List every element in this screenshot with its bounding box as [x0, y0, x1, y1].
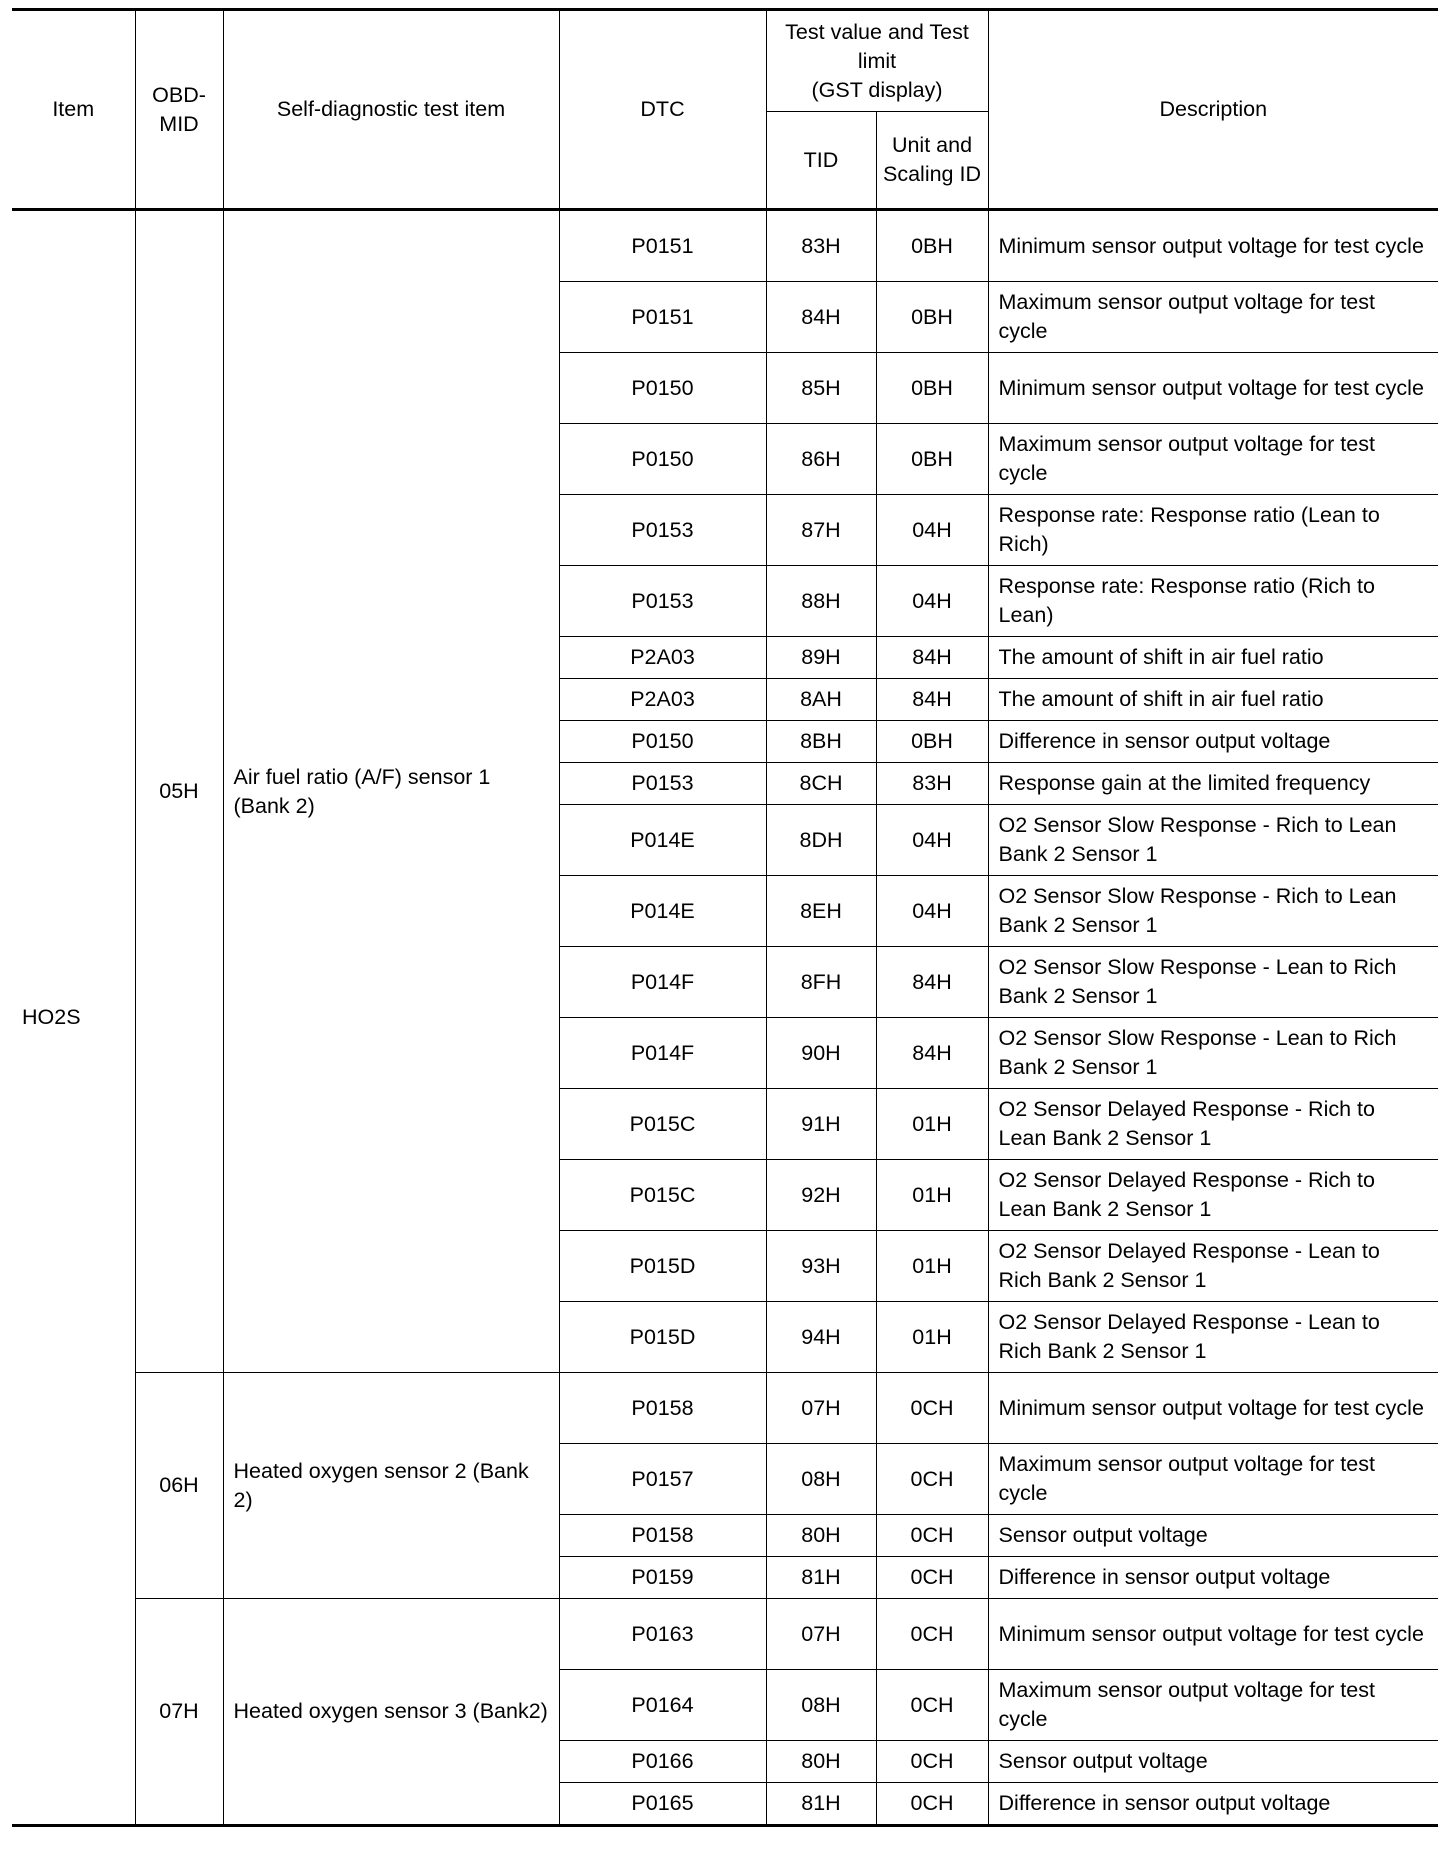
unit-scaling-cell: 0CH [876, 1599, 988, 1670]
unit-scaling-cell: 0BH [876, 721, 988, 763]
dtc-cell: P0158 [559, 1373, 766, 1444]
description-cell: Difference in sensor output voltage [988, 1557, 1438, 1599]
tid-cell: 93H [766, 1231, 876, 1302]
tid-cell: 8EH [766, 876, 876, 947]
unit-scaling-cell: 01H [876, 1089, 988, 1160]
unit-scaling-cell: 0CH [876, 1515, 988, 1557]
unit-scaling-cell: 0BH [876, 353, 988, 424]
tid-cell: 08H [766, 1444, 876, 1515]
tid-cell: 84H [766, 282, 876, 353]
description-cell: O2 Sensor Slow Response - Rich to Lean Bank 2 Sensor 1 [988, 876, 1438, 947]
dtc-cell: P2A03 [559, 679, 766, 721]
dtc-cell: P014F [559, 1018, 766, 1089]
description-cell: Response gain at the limited frequency [988, 763, 1438, 805]
header-unit-scaling: Unit and Scaling ID [876, 112, 988, 210]
dtc-cell: P2A03 [559, 637, 766, 679]
unit-scaling-cell: 0CH [876, 1741, 988, 1783]
description-cell: O2 Sensor Slow Response - Lean to Rich Bank 2 Sensor 1 [988, 1018, 1438, 1089]
unit-scaling-cell: 0CH [876, 1557, 988, 1599]
tid-cell: 8AH [766, 679, 876, 721]
header-obd-mid: OBD- MID [135, 10, 223, 210]
dtc-cell: P0158 [559, 1515, 766, 1557]
unit-scaling-cell: 0BH [876, 282, 988, 353]
tid-cell: 92H [766, 1160, 876, 1231]
tid-cell: 89H [766, 637, 876, 679]
tid-cell: 8FH [766, 947, 876, 1018]
dtc-cell: P0166 [559, 1741, 766, 1783]
dtc-cell: P0159 [559, 1557, 766, 1599]
tid-cell: 07H [766, 1599, 876, 1670]
tid-cell: 85H [766, 353, 876, 424]
description-cell: O2 Sensor Slow Response - Rich to Lean Bank 2 Sensor 1 [988, 805, 1438, 876]
description-cell: Minimum sensor output voltage for test cycle [988, 1599, 1438, 1670]
header-tid: TID [766, 112, 876, 210]
tid-cell: 8BH [766, 721, 876, 763]
description-cell: Minimum sensor output voltage for test cycle [988, 210, 1438, 282]
dtc-cell: P0165 [559, 1783, 766, 1826]
tid-cell: 08H [766, 1670, 876, 1741]
header-description: Description [988, 10, 1438, 210]
dtc-cell: P015D [559, 1302, 766, 1373]
description-cell: Response rate: Response ratio (Rich to Lean) [988, 566, 1438, 637]
dtc-cell: P0151 [559, 282, 766, 353]
tid-cell: 90H [766, 1018, 876, 1089]
unit-scaling-cell: 0CH [876, 1373, 988, 1444]
unit-scaling-cell: 83H [876, 763, 988, 805]
test-item-cell: Air fuel ratio (A/F) sensor 1 (Bank 2) [223, 210, 559, 1373]
unit-scaling-cell: 84H [876, 679, 988, 721]
unit-scaling-cell: 01H [876, 1302, 988, 1373]
dtc-cell: P0150 [559, 424, 766, 495]
dtc-cell: P0153 [559, 495, 766, 566]
tid-cell: 80H [766, 1515, 876, 1557]
dtc-cell: P0153 [559, 763, 766, 805]
unit-scaling-cell: 01H [876, 1231, 988, 1302]
description-cell: O2 Sensor Delayed Response - Rich to Lean Bank 2 Sensor 1 [988, 1160, 1438, 1231]
description-cell: Difference in sensor output voltage [988, 721, 1438, 763]
description-cell: Maximum sensor output voltage for test cycle [988, 1670, 1438, 1741]
unit-scaling-cell: 04H [876, 495, 988, 566]
dtc-cell: P0163 [559, 1599, 766, 1670]
tid-cell: 81H [766, 1557, 876, 1599]
dtc-cell: P0157 [559, 1444, 766, 1515]
table-row [12, 1373, 1438, 1444]
table-header [12, 10, 1438, 210]
tid-cell: 91H [766, 1089, 876, 1160]
dtc-cell: P015D [559, 1231, 766, 1302]
dtc-cell: P015C [559, 1160, 766, 1231]
description-cell: Minimum sensor output voltage for test cycle [988, 1373, 1438, 1444]
test-item-cell: Heated oxygen sensor 3 (Bank2) [223, 1599, 559, 1826]
unit-scaling-cell: 84H [876, 947, 988, 1018]
tid-cell: 8CH [766, 763, 876, 805]
dtc-cell: P0150 [559, 721, 766, 763]
tid-cell: 87H [766, 495, 876, 566]
tid-cell: 88H [766, 566, 876, 637]
tid-cell: 94H [766, 1302, 876, 1373]
unit-scaling-cell: 0BH [876, 424, 988, 495]
header-test-item: Self-diagnostic test item [223, 10, 559, 210]
unit-scaling-cell: 0CH [876, 1783, 988, 1826]
tid-cell: 86H [766, 424, 876, 495]
obd-spec-sheet [12, 8, 1438, 1827]
obd-mid-cell: 06H [135, 1373, 223, 1599]
description-cell: O2 Sensor Slow Response - Lean to Rich Bank 2 Sensor 1 [988, 947, 1438, 1018]
table-row [12, 1599, 1438, 1670]
unit-scaling-cell: 0BH [876, 210, 988, 282]
description-cell: O2 Sensor Delayed Response - Rich to Lean Bank 2 Sensor 1 [988, 1089, 1438, 1160]
unit-scaling-cell: 84H [876, 637, 988, 679]
tid-cell: 80H [766, 1741, 876, 1783]
description-cell: Sensor output voltage [988, 1741, 1438, 1783]
description-cell: Maximum sensor output voltage for test cycle [988, 282, 1438, 353]
description-cell: The amount of shift in air fuel ratio [988, 679, 1438, 721]
dtc-cell: P014E [559, 876, 766, 947]
description-cell: Minimum sensor output voltage for test cycle [988, 353, 1438, 424]
unit-scaling-cell: 84H [876, 1018, 988, 1089]
obd-mid-cell: 05H [135, 210, 223, 1373]
obd-mid-cell: 07H [135, 1599, 223, 1826]
unit-scaling-cell: 0CH [876, 1444, 988, 1515]
description-cell: Response rate: Response ratio (Lean to Rich) [988, 495, 1438, 566]
test-item-cell: Heated oxygen sensor 2 (Bank 2) [223, 1373, 559, 1599]
table-body [12, 210, 1438, 1826]
dtc-cell: P0150 [559, 353, 766, 424]
dtc-cell: P0151 [559, 210, 766, 282]
unit-scaling-cell: 04H [876, 805, 988, 876]
tid-cell: 07H [766, 1373, 876, 1444]
unit-scaling-cell: 01H [876, 1160, 988, 1231]
description-cell: Difference in sensor output voltage [988, 1783, 1438, 1826]
dtc-cell: P0164 [559, 1670, 766, 1741]
description-cell: O2 Sensor Delayed Response - Lean to Rich Bank 2 Sensor 1 [988, 1231, 1438, 1302]
description-cell: Maximum sensor output voltage for test cycle [988, 1444, 1438, 1515]
description-cell: O2 Sensor Delayed Response - Lean to Rich Bank 2 Sensor 1 [988, 1302, 1438, 1373]
tid-cell: 81H [766, 1783, 876, 1826]
unit-scaling-cell: 04H [876, 566, 988, 637]
tid-cell: 83H [766, 210, 876, 282]
dtc-cell: P015C [559, 1089, 766, 1160]
unit-scaling-cell: 04H [876, 876, 988, 947]
dtc-cell: P014E [559, 805, 766, 876]
tid-cell: 8DH [766, 805, 876, 876]
obd-monitor-table [12, 8, 1438, 1827]
description-cell: The amount of shift in air fuel ratio [988, 637, 1438, 679]
unit-scaling-cell: 0CH [876, 1670, 988, 1741]
description-cell: Sensor output voltage [988, 1515, 1438, 1557]
header-item: Item [12, 10, 135, 210]
description-cell: Maximum sensor output voltage for test cycle [988, 424, 1438, 495]
table-row [12, 210, 1438, 282]
dtc-cell: P014F [559, 947, 766, 1018]
dtc-cell: P0153 [559, 566, 766, 637]
item-cell: HO2S [12, 210, 135, 1826]
header-dtc: DTC [559, 10, 766, 210]
header-test-value: Test value and Test limit (GST display) [766, 10, 988, 112]
